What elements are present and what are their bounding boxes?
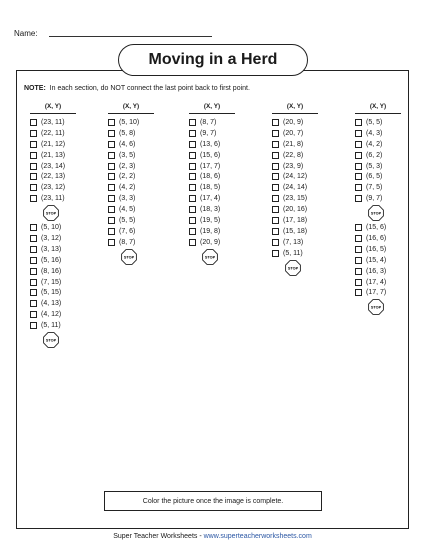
checkbox[interactable] [30,257,37,264]
coordinate-row [272,215,318,226]
coordinate-row [189,193,235,204]
coordinate-label: (18, 5) [200,184,221,192]
checkbox[interactable] [30,152,37,159]
name-row [14,29,38,38]
coordinate-label: (7, 15) [41,278,62,286]
coordinate-row [355,255,401,266]
checkbox[interactable] [189,130,196,137]
stop-sign-icon [43,205,59,221]
coordinate-label: (3, 13) [41,245,62,253]
coordinate-row [189,226,235,237]
checkbox[interactable] [355,119,362,126]
checkbox[interactable] [355,184,362,191]
checkbox[interactable] [272,141,279,148]
column-5 [355,103,401,316]
coordinate-row [108,150,154,161]
coordinate-label: (16, 5) [366,245,387,253]
column-3 [189,103,235,266]
checkbox[interactable] [108,152,115,159]
coordinate-label: (21, 12) [41,140,66,148]
checkbox[interactable] [189,239,196,246]
stop-sign-icon [368,299,384,315]
checkbox[interactable] [189,217,196,224]
coordinate-label: (22, 8) [283,151,304,159]
checkbox[interactable] [355,246,362,253]
note [24,85,250,92]
checkbox[interactable] [272,184,279,191]
coordinate-row [272,139,318,150]
coordinate-row [355,171,401,182]
footer-brand: Super Teacher Worksheets - [113,533,204,540]
coordinate-label: (15, 4) [366,256,387,264]
name-line[interactable] [49,36,212,37]
coordinate-label: (19, 5) [200,216,221,224]
coordinate-label: (20, 16) [283,206,308,214]
stop-sign-icon [121,249,137,265]
checkbox[interactable] [355,195,362,202]
coordinate-row [189,128,235,139]
checkbox[interactable] [355,130,362,137]
checkbox[interactable] [30,224,37,231]
coordinate-row [30,193,76,204]
checkbox[interactable] [108,206,115,213]
stop-sign-icon [202,249,218,265]
coordinate-row [272,150,318,161]
coordinate-label: (20, 7) [283,129,304,137]
coordinate-row [30,222,76,233]
coordinate-label: (7, 6) [119,227,136,235]
coordinate-label: (18, 6) [200,173,221,181]
coordinate-row [355,161,401,172]
coordinate-label: (2, 2) [119,173,136,181]
note-prefix: NOTE: [24,85,46,92]
checkbox[interactable] [189,206,196,213]
coordinate-row [189,117,235,128]
coordinate-row [189,182,235,193]
coordinate-row [355,244,401,255]
coordinate-row [30,233,76,244]
coordinate-label: (23, 15) [283,195,308,203]
coordinate-row [355,128,401,139]
stop-label: STOP [123,255,135,260]
checkbox[interactable] [189,173,196,180]
coordinate-label: (4, 13) [41,300,62,308]
column-header: (X, Y) [122,103,140,110]
checkbox[interactable] [30,195,37,202]
coordinate-label: (5, 11) [283,249,303,257]
stop-sign [30,204,76,222]
name-label: Name: [14,29,38,38]
column-2 [108,103,154,266]
checkbox[interactable] [355,224,362,231]
coordinate-label: (8, 7) [200,118,217,126]
coordinate-row [189,139,235,150]
coordinate-label: (23, 14) [41,162,66,170]
coordinate-row [108,161,154,172]
column-header-rule [30,113,76,114]
checkbox[interactable] [272,152,279,159]
column-header-rule [108,113,154,114]
coordinate-label: (24, 14) [283,184,308,192]
coordinate-label: (15, 18) [283,227,308,235]
footer [0,533,425,540]
title-text: Moving in a Herd [148,51,278,68]
checkbox[interactable] [108,173,115,180]
checkbox[interactable] [189,184,196,191]
coordinate-label: (15, 6) [366,224,387,232]
coordinate-label: (7, 13) [283,238,304,246]
coordinate-row [108,237,154,248]
column-header-rule [355,113,401,114]
coordinate-row [30,244,76,255]
checkbox[interactable] [108,130,115,137]
coordinate-label: (5, 15) [41,289,62,297]
checkbox[interactable] [355,257,362,264]
instruction-box [104,491,322,511]
coordinate-row [108,117,154,128]
coordinate-row [30,320,76,331]
coordinate-row [30,277,76,288]
checkbox[interactable] [272,195,279,202]
checkbox[interactable] [108,217,115,224]
stop-sign [272,259,318,277]
coordinate-label: (5, 10) [41,224,62,232]
coordinate-row [272,117,318,128]
checkbox[interactable] [30,235,37,242]
checkbox[interactable] [30,173,37,180]
checkbox[interactable] [108,228,115,235]
stop-sign [189,248,235,266]
coordinate-label: (2, 3) [119,162,136,170]
coordinate-label: (22, 11) [41,129,65,137]
coordinate-row [272,204,318,215]
stop-sign [355,204,401,222]
coordinate-row [30,287,76,298]
coordinate-row [189,150,235,161]
coordinate-row [355,193,401,204]
coordinate-label: (7, 5) [366,184,383,192]
coordinate-row [272,128,318,139]
coordinate-label: (20, 9) [283,118,304,126]
checkbox[interactable] [30,289,37,296]
coordinate-row [30,182,76,193]
coordinate-row [108,171,154,182]
checkbox[interactable] [108,163,115,170]
checkbox[interactable] [189,119,196,126]
column-header-rule [189,113,235,114]
checkbox[interactable] [30,300,37,307]
instruction-text: Color the picture once the image is complete. [142,497,284,505]
stop-label: STOP [204,255,216,260]
coordinate-row [355,182,401,193]
stop-label: STOP [370,211,382,216]
coordinate-row [189,204,235,215]
coordinate-row [30,309,76,320]
coordinate-label: (23, 11) [41,118,65,126]
coordinate-label: (5, 5) [119,216,136,224]
coordinate-label: (8, 7) [119,238,136,246]
coordinate-label: (9, 7) [200,129,217,137]
checkbox[interactable] [355,289,362,296]
note-text: In each section, do NOT connect the last point back to first point. [49,85,250,92]
coordinate-label: (23, 12) [41,184,66,192]
checkbox[interactable] [108,119,115,126]
coordinate-row [355,233,401,244]
coordinate-label: (5, 3) [366,162,383,170]
coordinate-row [108,139,154,150]
checkbox[interactable] [30,322,37,329]
coordinate-label: (9, 7) [366,195,383,203]
checkbox[interactable] [272,130,279,137]
column-header: (X, Y) [369,103,387,110]
coordinate-row [272,248,318,259]
coordinate-label: (23, 9) [283,162,304,170]
coordinate-row [30,266,76,277]
coordinate-label: (5, 11) [41,322,61,330]
column-header-rule [272,113,318,114]
coordinate-label: (17, 4) [200,195,221,203]
coordinate-row [108,226,154,237]
stop-sign [30,331,76,349]
coordinate-row [355,139,401,150]
coordinate-label: (15, 6) [200,151,221,159]
stop-sign [355,298,401,316]
stop-label: STOP [287,265,299,270]
checkbox[interactable] [355,279,362,286]
coordinate-row [30,139,76,150]
coordinate-row [30,255,76,266]
coordinate-label: (22, 13) [41,173,66,181]
coordinate-label: (5, 16) [41,256,62,264]
coordinate-label: (6, 2) [366,151,383,159]
checkbox[interactable] [272,163,279,170]
coordinate-label: (3, 3) [119,195,136,203]
checkbox[interactable] [30,119,37,126]
stop-label: STOP [370,305,382,310]
stop-sign [108,248,154,266]
coordinate-row [108,215,154,226]
checkbox[interactable] [272,250,279,257]
checkbox[interactable] [30,130,37,137]
column-4 [272,103,318,277]
coordinate-label: (17, 4) [366,278,387,286]
coordinate-row [189,215,235,226]
coordinate-row [108,193,154,204]
coordinate-label: (5, 10) [119,118,140,126]
coordinate-row [30,161,76,172]
checkbox[interactable] [189,195,196,202]
coordinate-label: (4, 3) [366,129,383,137]
coordinate-label: (21, 8) [283,140,304,148]
coordinate-label: (17, 7) [200,162,221,170]
checkbox[interactable] [272,173,279,180]
checkbox[interactable] [30,268,37,275]
stop-label: STOP [45,211,57,216]
coordinate-row [355,266,401,277]
coordinate-label: (3, 12) [41,234,62,242]
coordinate-row [355,277,401,288]
checkbox[interactable] [355,268,362,275]
stop-sign-icon [43,332,59,348]
coordinate-label: (3, 5) [119,151,136,159]
checkbox[interactable] [189,141,196,148]
checkbox[interactable] [272,217,279,224]
checkbox[interactable] [355,235,362,242]
coordinate-label: (13, 6) [200,140,221,148]
coordinate-row [30,150,76,161]
coordinate-row [108,204,154,215]
checkbox[interactable] [272,239,279,246]
coordinate-label: (4, 2) [119,184,136,192]
coordinate-label: (17, 7) [366,289,387,297]
coordinate-label: (4, 12) [41,311,62,319]
coordinate-row [189,161,235,172]
coordinate-label: (6, 5) [366,173,383,181]
checkbox[interactable] [189,228,196,235]
checkbox[interactable] [108,195,115,202]
coordinate-row [30,117,76,128]
column-1 [30,103,76,349]
coordinate-label: (21, 13) [41,151,66,159]
coordinate-label: (24, 12) [283,173,308,181]
coordinate-label: (8, 16) [41,267,62,275]
coordinate-label: (4, 5) [119,206,136,214]
checkbox[interactable] [30,141,37,148]
coordinate-row [355,150,401,161]
checkbox[interactable] [108,184,115,191]
coordinate-label: (4, 6) [119,140,136,148]
checkbox[interactable] [30,184,37,191]
checkbox[interactable] [30,246,37,253]
coordinate-row [272,237,318,248]
coordinate-row [272,161,318,172]
checkbox[interactable] [272,228,279,235]
checkbox[interactable] [189,152,196,159]
coordinate-row [355,117,401,128]
coordinate-row [189,237,235,248]
coordinate-label: (5, 5) [366,118,383,126]
coordinate-row [30,128,76,139]
coordinate-label: (16, 6) [366,234,387,242]
coordinate-label: (18, 3) [200,206,221,214]
footer-url[interactable]: www.superteacherworksheets.com [203,533,312,540]
coordinate-row [272,182,318,193]
checkbox[interactable] [272,206,279,213]
coordinate-row [108,182,154,193]
checkbox[interactable] [355,141,362,148]
coordinate-row [355,287,401,298]
checkbox[interactable] [272,119,279,126]
column-header: (X, Y) [44,103,62,110]
checkbox[interactable] [355,152,362,159]
coordinate-label: (16, 3) [366,267,387,275]
column-header: (X, Y) [286,103,304,110]
coordinate-row [272,171,318,182]
coordinate-label: (23, 11) [41,195,65,203]
stop-sign-icon [368,205,384,221]
coordinate-row [189,171,235,182]
coordinate-row [355,222,401,233]
checkbox[interactable] [189,163,196,170]
stop-label: STOP [45,338,57,343]
checkbox[interactable] [108,141,115,148]
coordinate-row [272,193,318,204]
coordinate-row [30,171,76,182]
column-header: (X, Y) [203,103,221,110]
checkbox[interactable] [30,311,37,318]
stop-sign-icon [285,260,301,276]
coordinate-row [272,226,318,237]
coordinate-label: (4, 2) [366,140,383,148]
coordinate-row [30,298,76,309]
coordinate-label: (19, 8) [200,227,221,235]
worksheet-title [118,44,308,76]
checkbox[interactable] [355,173,362,180]
coordinate-label: (17, 18) [283,216,308,224]
coordinate-label: (5, 8) [119,129,136,137]
checkbox[interactable] [30,279,37,286]
coordinate-row [108,128,154,139]
coordinate-label: (20, 9) [200,238,221,246]
checkbox[interactable] [355,163,362,170]
checkbox[interactable] [108,239,115,246]
checkbox[interactable] [30,163,37,170]
